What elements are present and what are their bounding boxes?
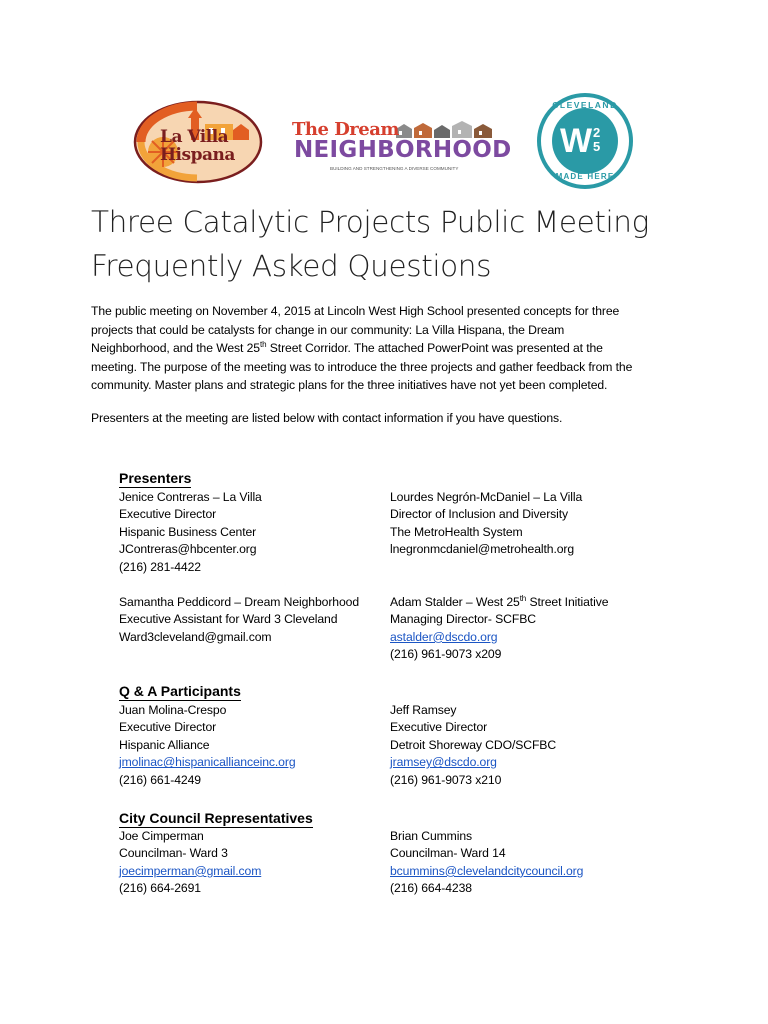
dream-line1: The Dream xyxy=(292,119,399,140)
w25-cleveland-logo xyxy=(536,92,634,190)
w25-bottom-text: MADE HERE xyxy=(555,172,615,181)
contact-name: Brian Cummins xyxy=(390,829,473,843)
contact-name: Lourdes Negrón-McDaniel – La Villa xyxy=(390,490,583,504)
contact-phone: (216) 661-4249 xyxy=(119,772,201,787)
page-title xyxy=(91,200,731,288)
contact-block-stalder xyxy=(390,594,608,664)
email-link[interactable]: bcummins@clevelandcitycouncil.org xyxy=(390,863,584,878)
logo-row xyxy=(0,92,768,192)
contact-name: Joe Cimperman xyxy=(119,829,204,843)
intro-paragraph xyxy=(91,302,691,395)
contact-title: Executive Assistant for Ward 3 Cleveland xyxy=(119,612,338,627)
w25-number: 25 xyxy=(593,125,601,154)
email-link[interactable]: joecimperman@gmail.com xyxy=(119,863,262,878)
contact-name: Juan Molina-Crespo xyxy=(119,703,227,717)
contact-org: Detroit Shoreway CDO/SCFBC xyxy=(390,737,557,752)
contact-phone: (216) 961-9073 x209 xyxy=(390,647,502,662)
contact-email: Ward3cleveland@gmail.com xyxy=(119,629,272,644)
w25-main-letter: W xyxy=(560,122,593,160)
presenters-note: Presenters at the meeting are listed below with contact information if you have questions. xyxy=(91,411,563,425)
dream-tagline: BUILDING AND STRENGTHENING A DIVERSE COMMUNITY xyxy=(330,166,459,171)
contact-title: Managing Director- SCFBC xyxy=(390,612,536,627)
contact-org: Hispanic Business Center xyxy=(119,524,257,539)
villa-name-line1: La Villa xyxy=(160,127,229,147)
intro-line: community. Master plans and strategic plans for the three initiatives have not yet been completed. xyxy=(91,378,608,393)
contact-title: Executive Director xyxy=(119,720,217,735)
contact-title: Councilman- Ward 3 xyxy=(119,846,228,861)
section-heading-qa: Q & A Participants xyxy=(119,683,241,699)
contact-phone: (216) 961-9073 x210 xyxy=(390,772,502,787)
contact-phone: (216) 664-2691 xyxy=(119,881,201,896)
la-villa-hispana-text xyxy=(160,129,260,164)
section-heading-council: City Council Representatives xyxy=(119,810,313,826)
intro-line: meeting. The purpose of the meeting was to introduce the three projects and gather feedback from the xyxy=(91,359,633,374)
w25-top-text: CLEVELAND xyxy=(552,100,618,110)
contact-title: Executive Director xyxy=(119,507,217,522)
contact-name: Jenice Contreras – La Villa xyxy=(119,490,262,504)
contact-block-cimperman xyxy=(119,828,261,898)
contact-title: Executive Director xyxy=(390,720,488,735)
contact-email: lnegronmcdaniel@metrohealth.org xyxy=(390,542,575,557)
contact-name: Adam Stalder – West 25th Street Initiative xyxy=(390,594,609,609)
contact-block-ramsey xyxy=(390,702,556,789)
title-line-1: Three Catalytic Projects Public Meeting xyxy=(91,205,649,239)
contact-block-peddicord xyxy=(119,594,359,646)
contact-block-molina xyxy=(119,702,296,789)
contact-block-negron xyxy=(390,489,582,559)
contact-phone: (216) 664-4238 xyxy=(390,881,472,896)
intro-line: The public meeting on November 4, 2015 at Lincoln West High School presented concepts for three xyxy=(91,304,620,318)
contact-block-contreras xyxy=(119,489,262,576)
villa-name-line2: Hispana xyxy=(160,145,235,165)
section-heading-presenters: Presenters xyxy=(119,470,192,486)
contact-org: The MetroHealth System xyxy=(390,524,523,539)
superscript: th xyxy=(259,340,267,350)
email-link[interactable]: jramsey@dscdo.org xyxy=(390,755,497,770)
superscript: th xyxy=(519,594,527,603)
contact-title: Councilman- Ward 14 xyxy=(390,846,506,861)
contact-name: Samantha Peddicord – Dream Neighborhood xyxy=(119,595,359,609)
dream-line2: NEIGHBORHOOD xyxy=(294,137,512,163)
title-line-2: Frequently Asked Questions xyxy=(91,249,492,283)
contact-email: JContreras@hbcenter.org xyxy=(119,542,257,557)
contact-org: Hispanic Alliance xyxy=(119,737,210,752)
contact-block-cummins xyxy=(390,828,583,898)
contact-name: Jeff Ramsey xyxy=(390,703,457,717)
contact-phone: (216) 281-4422 xyxy=(119,559,201,574)
email-link[interactable]: jmolinac@hispanicallianceinc.org xyxy=(119,755,296,770)
contact-title: Director of Inclusion and Diversity xyxy=(390,507,569,522)
intro-line: projects that could be catalysts for change in our community: La Villa Hispana, the Dream xyxy=(91,322,565,337)
intro-line: Neighborhood, and the West 25th Street Corridor. The attached PowerPoint was presented at the xyxy=(91,340,603,356)
email-link[interactable]: astalder@dscdo.org xyxy=(390,629,498,644)
